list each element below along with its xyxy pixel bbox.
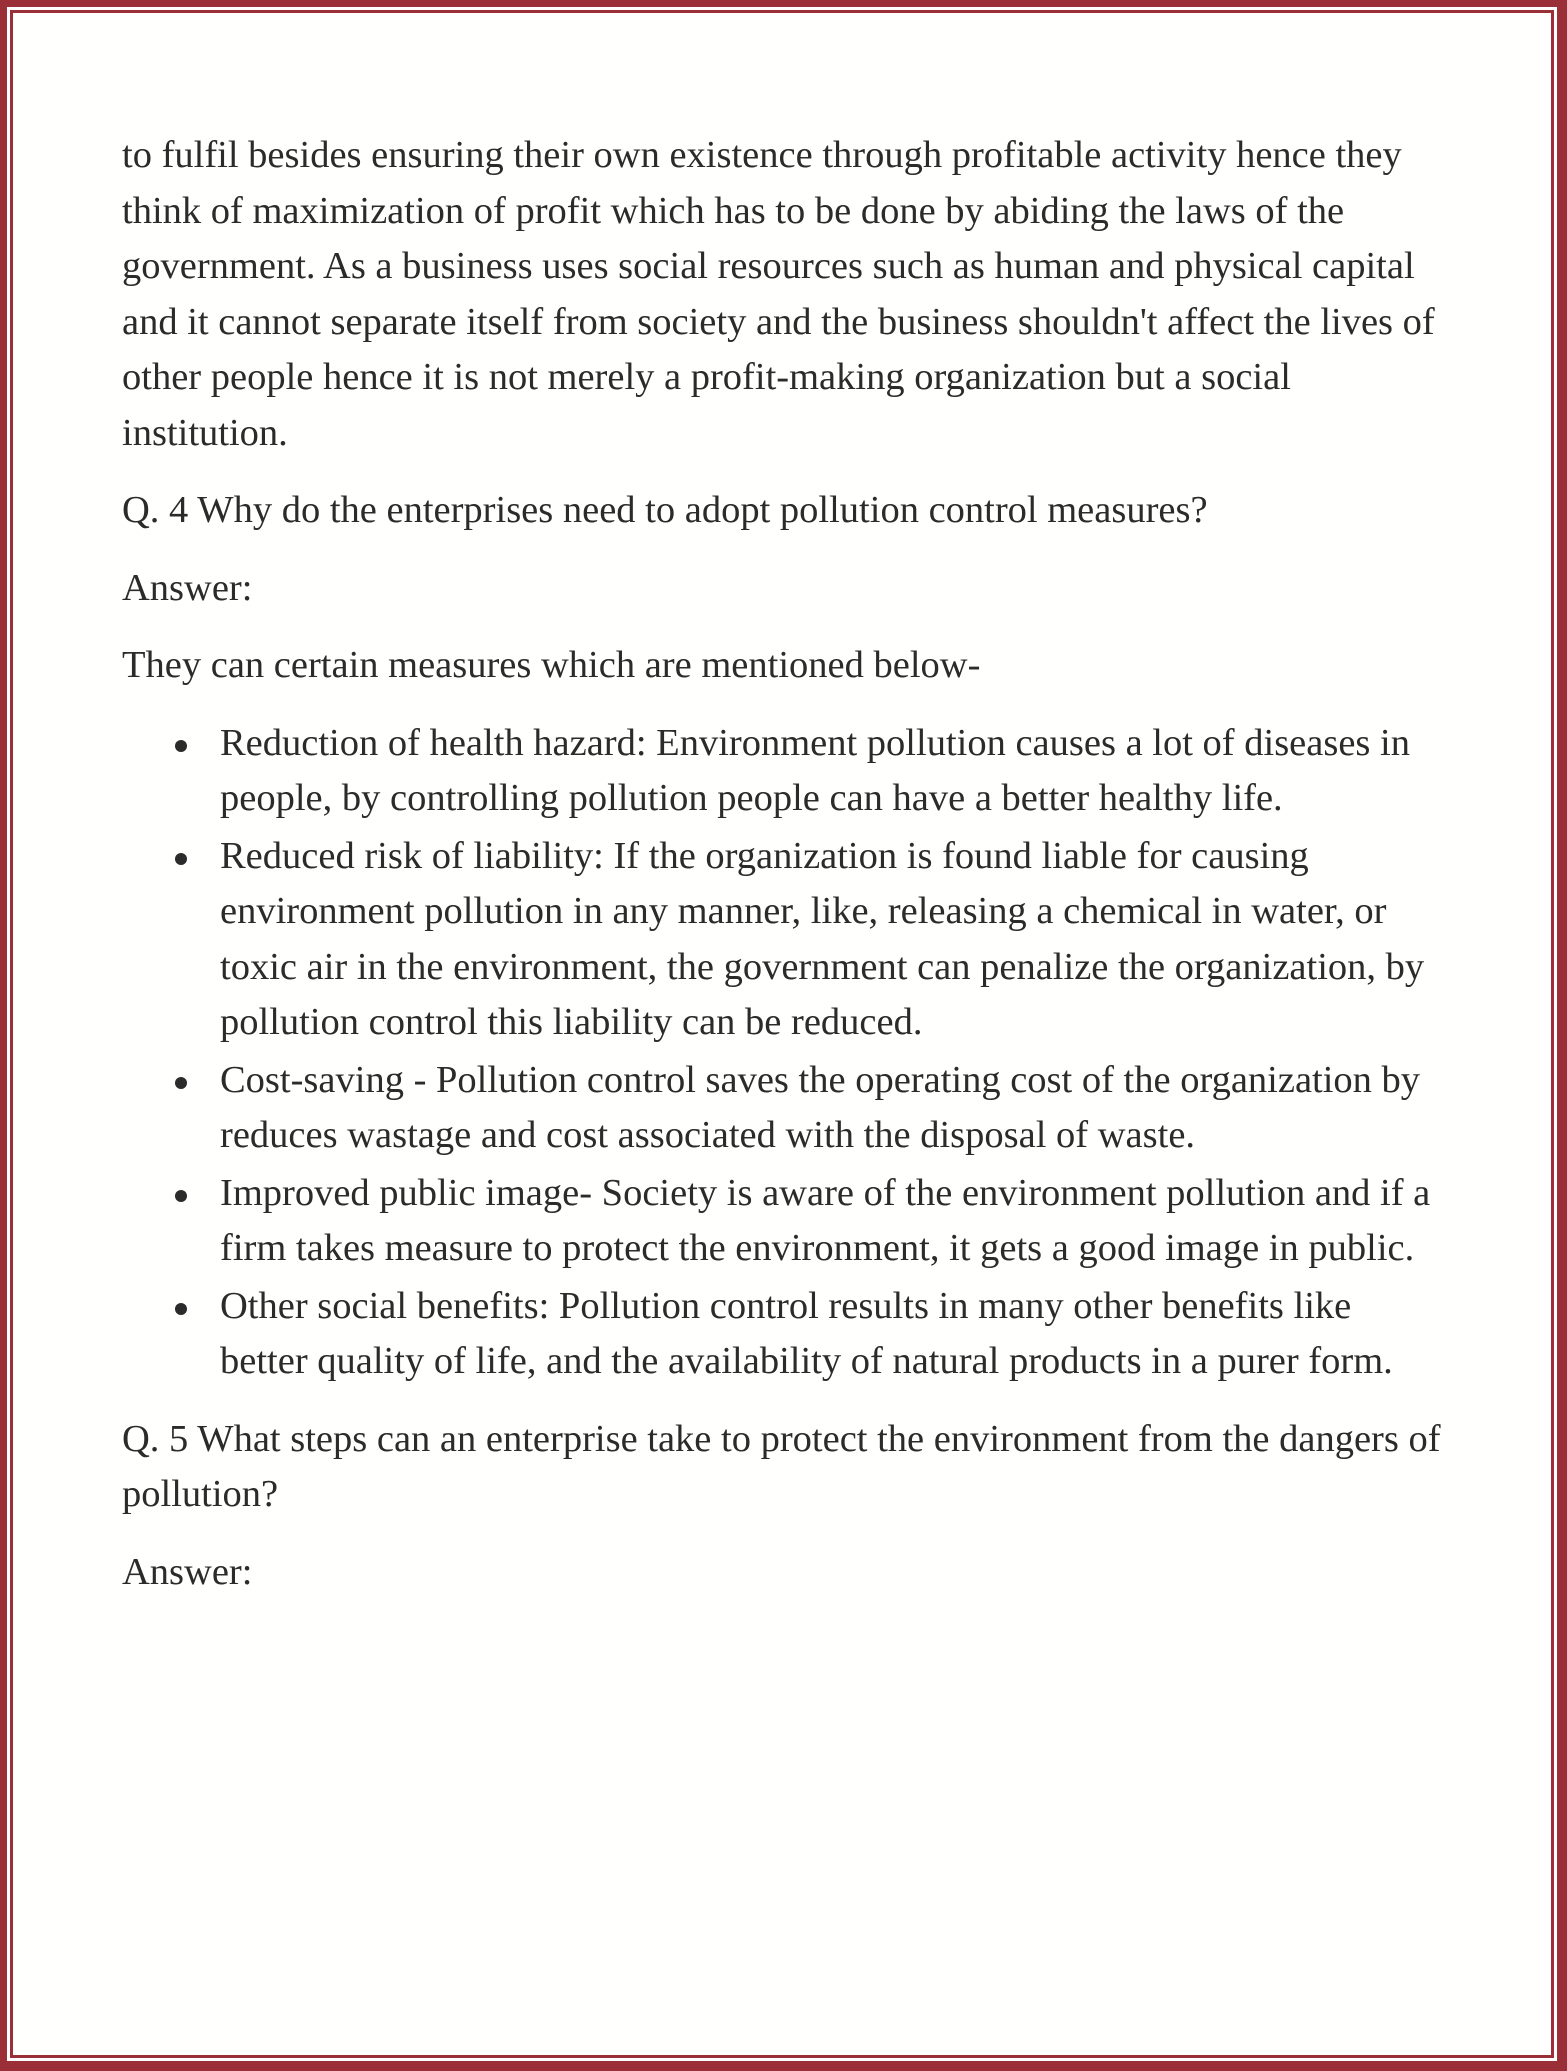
document-content (122, 128, 1442, 1622)
answer-lead-4: They can certain measures which are mentioned below- (122, 644, 981, 686)
list-item (122, 1279, 1442, 1390)
list-item-text: Other social benefits: Pollution control results in many other benefits like better quality of life, and the availability of natural products in a purer form. (220, 1284, 1393, 1382)
bullet-icon (175, 740, 187, 752)
list-item-text: Cost-saving - Pollution control saves the operating cost of the organization by reduces wastage and cost associated with the disposal of waste. (220, 1058, 1421, 1156)
question-4: Q. 4 Why do the enterprises need to adopt pollution control measures? (122, 489, 1208, 531)
bullet-icon (175, 1303, 187, 1315)
list-item-text: Reduced risk of liability: If the organization is found liable for causing environment pollution in any manner, like, releasing a chemical in water, or toxic air in the environment, the government can penalize the organization, by pollution control this liability can be reduced. (220, 834, 1425, 1043)
list-item-text: Improved public image- Society is aware of the environment pollution and if a firm takes measure to protect the environment, it gets a good image in public. (220, 1171, 1431, 1269)
list-item-text: Reduction of health hazard: Environment pollution causes a lot of diseases in people, by controlling pollution people can have a better healthy life. (220, 721, 1410, 819)
list-item (122, 1053, 1442, 1164)
list-item (122, 1166, 1442, 1277)
question-5: Q. 5 What steps can an enterprise take to protect the environment from the dangers of pollution? (122, 1417, 1441, 1515)
bullet-icon (175, 1077, 187, 1089)
intro-paragraph: to fulfil besides ensuring their own existence through profitable activity hence they think of maximization of profit which has to be done by abiding the laws of the government. As a business uses social resources such as human and physical capital and it cannot separate itself from society and the business shouldn't affect the lives of other people hence it is not merely a profit-making organization but a social institution. (122, 134, 1435, 454)
answer-label-4: Answer: (122, 566, 253, 609)
list-item (122, 829, 1442, 1051)
answer-label-5: Answer: (122, 1550, 253, 1593)
bullet-icon (175, 1190, 187, 1202)
measures-list (122, 716, 1442, 1390)
list-item (122, 716, 1442, 827)
bullet-icon (175, 853, 187, 865)
